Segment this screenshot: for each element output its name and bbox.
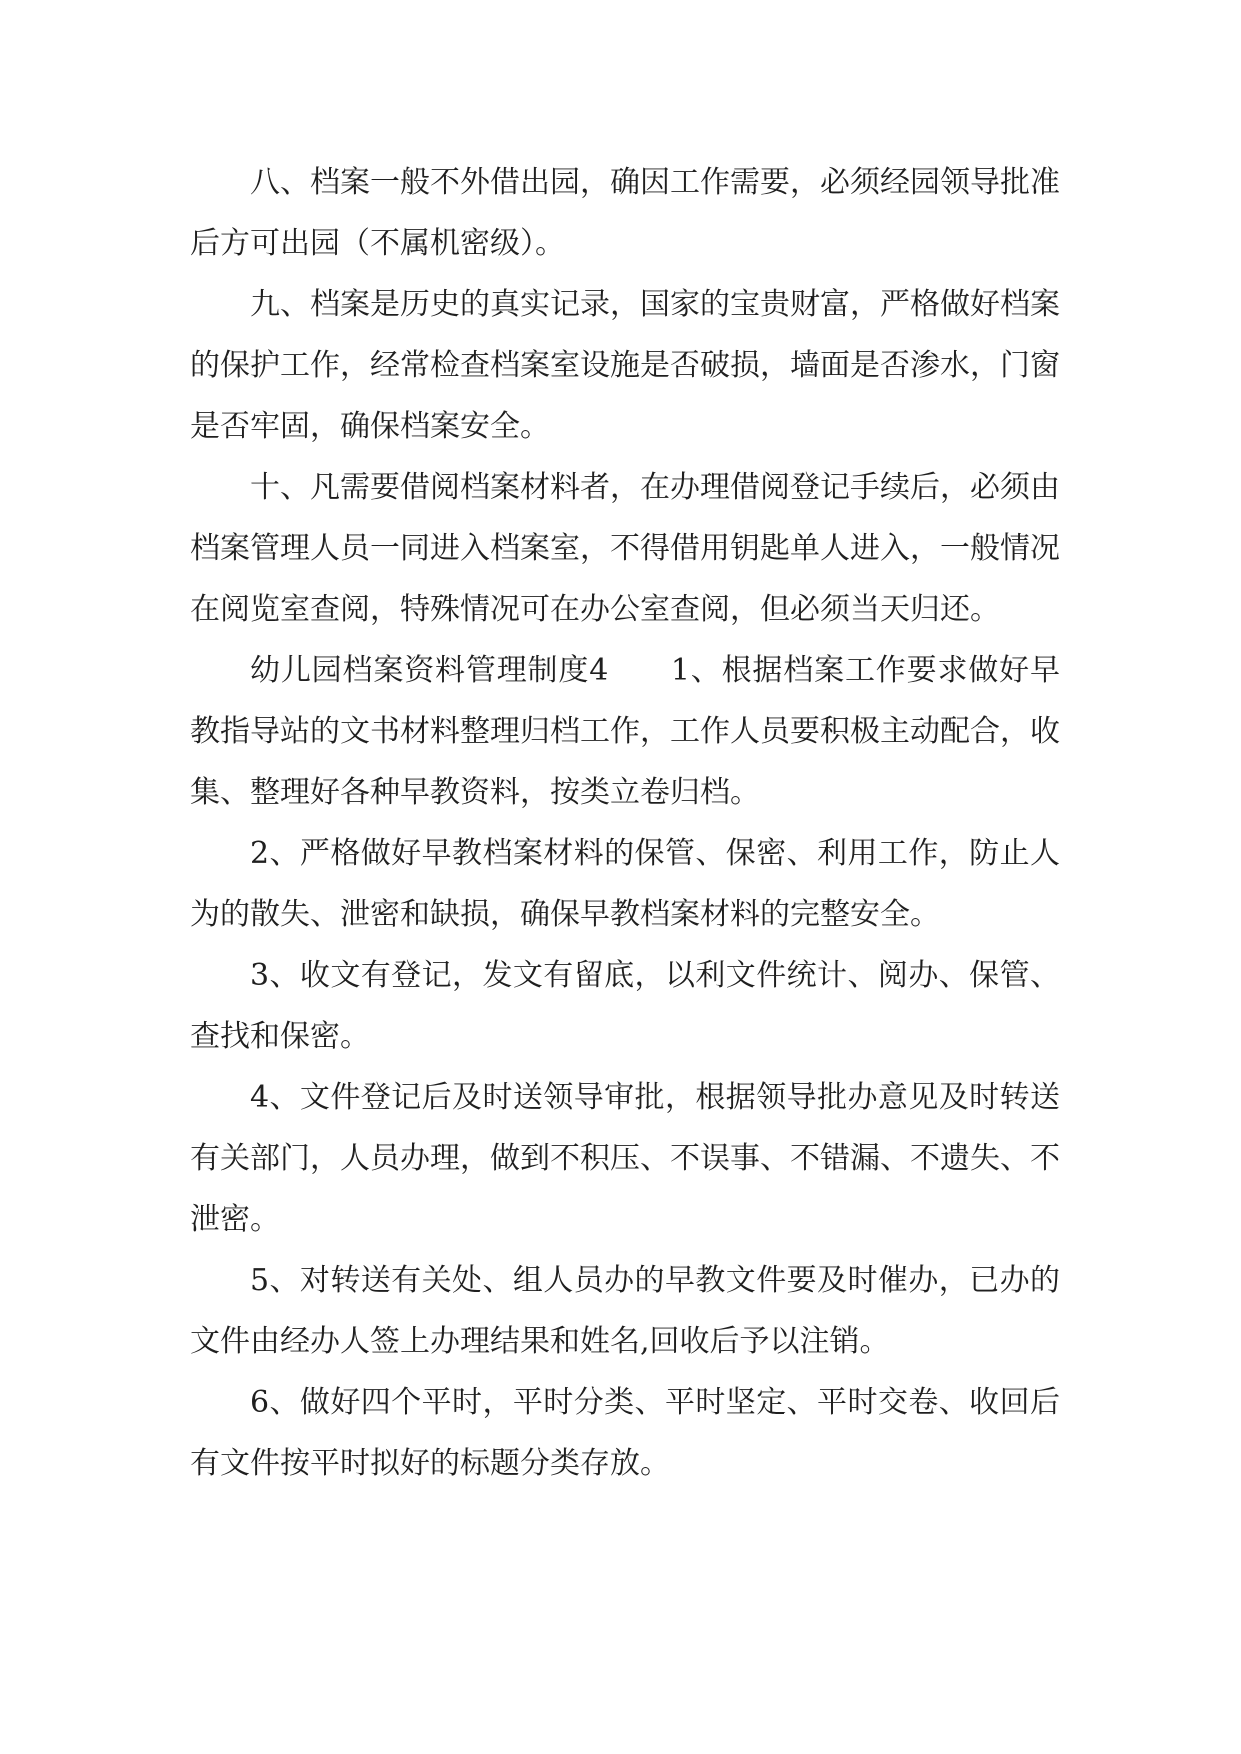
paragraph-item-2: 2、严格做好早教档案材料的保管、保密、利用工作，防止人为的散失、泄密和缺损，确保早教档案材料的完整安全。 — [190, 836, 1060, 932]
paragraph-item-3: 3、收文有登记，发文有留底，以利文件统计、阅办、保管、查找和保密。 — [190, 958, 1060, 1054]
document-body — [190, 152, 1060, 1494]
paragraph-item-6: 6、做好四个平时，平时分类、平时坚定、平时交卷、收回后有文件按平时拟好的标题分类存放。 — [190, 1385, 1060, 1481]
paragraph-8-borrowing: 八、档案一般不外借出园，确因工作需要，必须经园领导批准后方可出园（不属机密级）。 — [190, 165, 1060, 261]
paragraph-system-4-item-1: 幼儿园档案资料管理制度4 1、根据档案工作要求做好早教指导站的文书材料整理归档工作，工作人员要积极主动配合，收集、整理好各种早教资料，按类立卷归档。 — [190, 653, 1060, 810]
paragraph-10-access: 十、凡需要借阅档案材料者，在办理借阅登记手续后，必须由档案管理人员一同进入档案室，不得借用钥匙单人进入，一般情况在阅览室查阅，特殊情况可在办公室查阅，但必须当天归还。 — [190, 470, 1060, 627]
paragraph-9-protection: 九、档案是历史的真实记录，国家的宝贵财富，严格做好档案的保护工作，经常检查档案室设施是否破损，墙面是否渗水，门窗是否牢固，确保档案安全。 — [190, 287, 1060, 444]
paragraph-item-4: 4、文件登记后及时送领导审批，根据领导批办意见及时转送有关部门，人员办理，做到不积压、不误事、不错漏、不遗失、不泄密。 — [190, 1080, 1060, 1237]
paragraph-item-5: 5、对转送有关处、组人员办的早教文件要及时催办，已办的文件由经办人签上办理结果和姓名,回收后予以注销。 — [190, 1263, 1060, 1359]
